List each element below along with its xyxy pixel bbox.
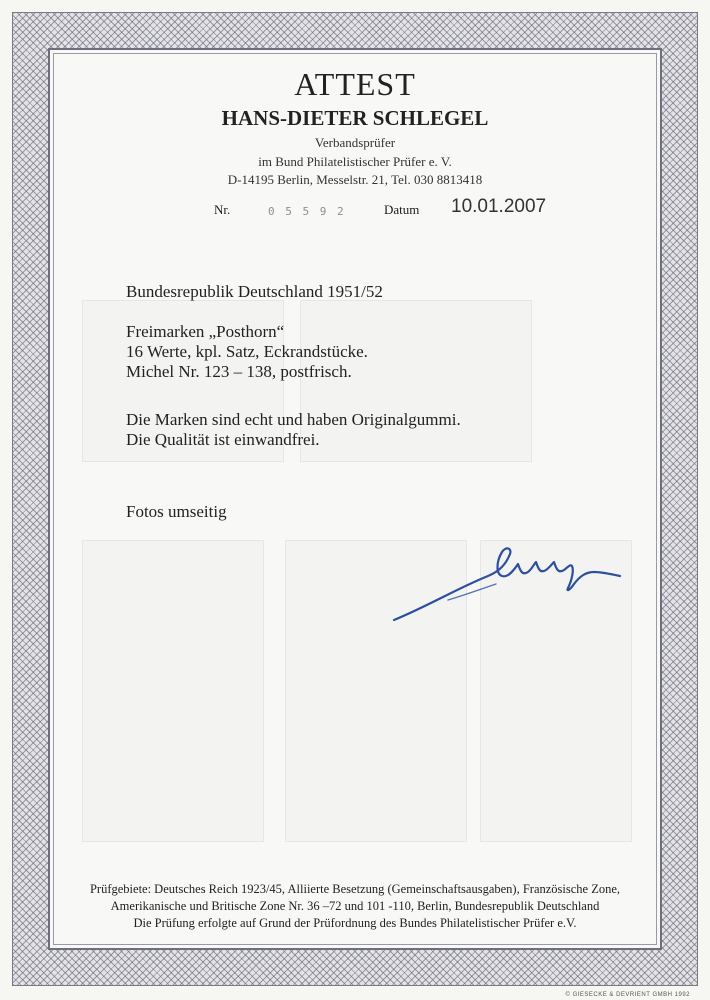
stamp-set-description: 16 Werte, kpl. Satz, Eckrandstücke. [126, 342, 368, 361]
authenticity-statement: Die Marken sind echt und haben Originalgummi. [126, 410, 461, 429]
certificate-content [48, 48, 662, 950]
examiner-association: im Bund Philatelistischer Prüfer e. V. [258, 154, 452, 169]
certificate-number: 0 5 5 9 2 [268, 205, 346, 218]
examination-areas: Prüfgebiete: Deutsches Reich 1923/45, Alliierte Besetzung (Gemeinschaftsausgaben), Französische Zone, [89, 882, 621, 896]
certificate-title: ATTEST [294, 66, 416, 102]
examiner-address: D-14195 Berlin, Messelstr. 21, Tel. 030 8813418 [227, 172, 483, 187]
issue-country: Bundesrepublik Deutschland 1951/52 [126, 282, 383, 301]
certificate-number-label: Nr. [214, 202, 231, 217]
date-label: Datum [384, 202, 420, 217]
handwritten-signature [388, 536, 628, 626]
quality-statement: Die Qualität ist einwandfrei. [126, 430, 320, 449]
stamp-series: Freimarken „Posthorn“ [126, 322, 285, 341]
michel-catalog-number: Michel Nr. 123 – 138, postfrisch. [126, 362, 352, 381]
examiner-name: HANS-DIETER SCHLEGEL [221, 106, 489, 130]
date-value: 10.01.2007 [451, 196, 547, 217]
examiner-role: Verbandsprüfer [314, 135, 396, 150]
examination-areas-continued: Amerikanische und Britische Zone Nr. 36 –72 und 101 -110, Berlin, Bundesrepublik Deutschland [110, 899, 600, 913]
printer-imprint: © GIESECKE & DEVRIENT GMBH 1992 [565, 992, 690, 998]
examination-rules-note: Die Prüfung erfolgte auf Grund der Prüfordnung des Bundes Philatelistischer Prüfer e.V. [133, 916, 577, 930]
photos-note: Fotos umseitig [126, 502, 227, 521]
